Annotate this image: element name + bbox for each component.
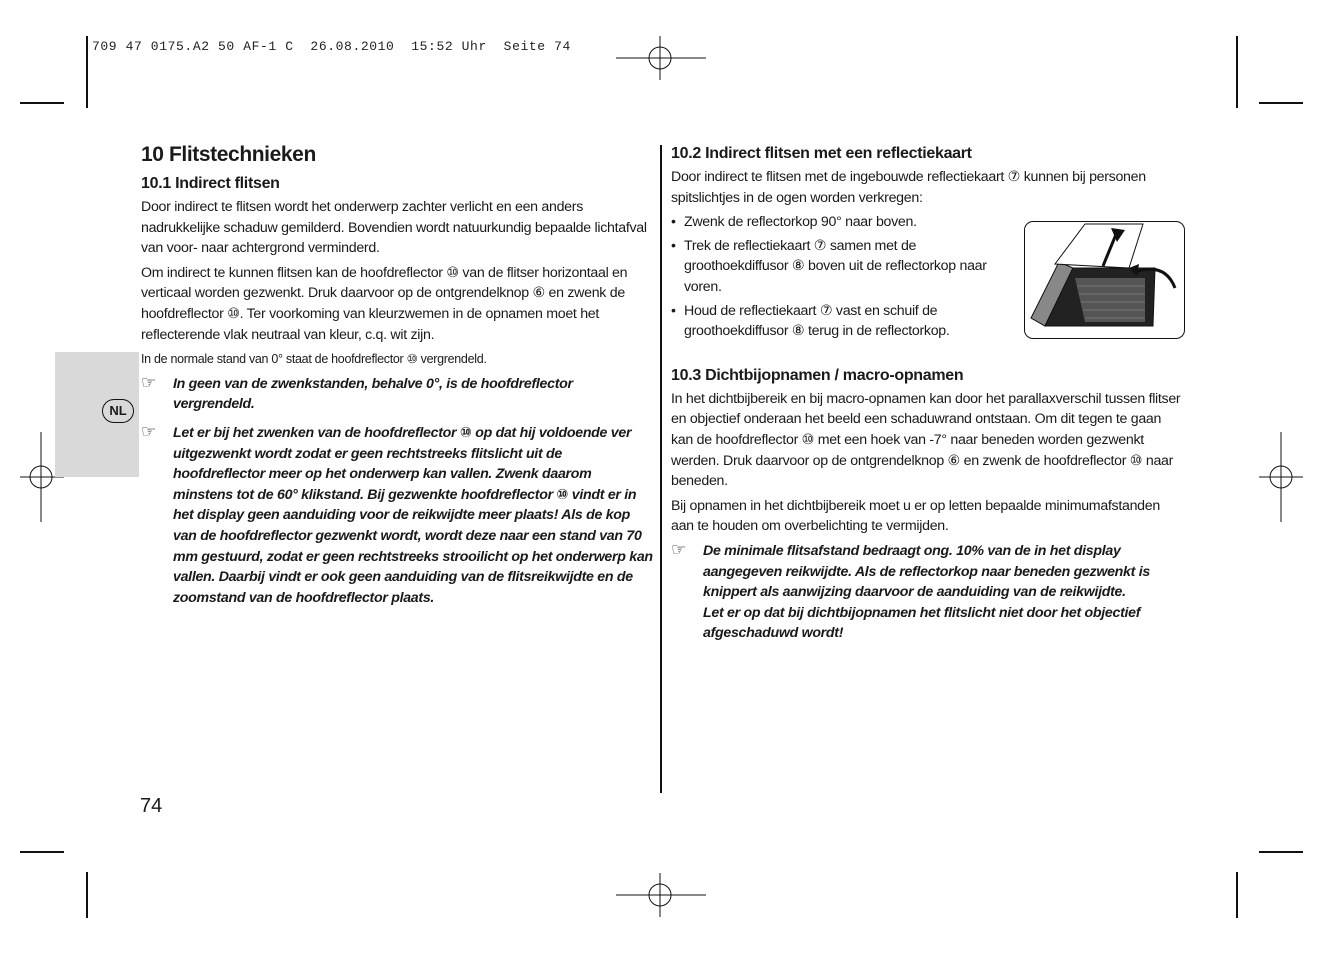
paragraph: Door indirect te flitsen wordt het onderwerp zachter verlicht en een anders nadrukkelijke schaduw gemilderd. Bovendien wordt natuurkundig bepaalde lichtafval van voor- naar achtergrond verminderd. bbox=[141, 199, 647, 257]
crop-mark bbox=[1236, 872, 1238, 918]
pointing-hand-icon: ☞ bbox=[141, 372, 156, 392]
note bbox=[671, 541, 1186, 644]
pointing-hand-icon: ☞ bbox=[671, 539, 686, 559]
crop-mark bbox=[86, 36, 88, 108]
section-title-10-3: 10.3 Dichtbijopnamen / macro-opnamen bbox=[671, 366, 964, 384]
language-badge: NL bbox=[102, 399, 134, 423]
left-column bbox=[141, 143, 653, 616]
note-text: Let er bij het zwenken van de hoofdreflector ⑩ op dat hij voldoende ver uitgezwenkt wordt zodat er geen rechtstreeks flitslicht uit de hoofdreflector meer op het onderwerp kan vallen. Zwenk daarom minstens tot de 60° klikstand. Bij gezwenkte hoofdreflector ⑩ vindt er in het display geen aanduiding voor de reikwijdte meer plaats! Als de kop van de hoofdreflector gezwenkt wordt, wordt deze naar een stand van 70 mm gestuurd, zodat er geen rechtstreeks strooilicht op het onderwerp kan vallen. Daarbij vindt er ook geen aanduiding van de flitsreikwijdte en de zoomstand van de hoofdreflector plaats. bbox=[173, 424, 653, 606]
section-title-10-1: 10.1 Indirect flitsen bbox=[141, 175, 280, 192]
crop-mark bbox=[20, 102, 64, 104]
bullet-list bbox=[671, 212, 1006, 342]
paragraph: Om indirect te kunnen flitsen kan de hoofdreflector ⑩ van de flitser horizontaal en verticaal worden gezwenkt. Druk daarvoor op de ontgrendelknop ⑥ en zwenk de hoofdreflector ⑩. Ter voorkoming van kleurzwemen in de opnamen moet het reflecterende vlak neutraal van kleur, c.q. wit zijn. bbox=[141, 264, 628, 343]
crop-mark bbox=[20, 851, 64, 853]
chapter-title: 10 Flitstechnieken bbox=[141, 143, 316, 166]
column-divider bbox=[660, 145, 662, 793]
list-item: • Houd de reflectiekaart ⑦ vast en schuif de groothoekdiffusor ⑧ terug in de reflectorkop. bbox=[671, 301, 1006, 342]
note-text: De minimale flitsafstand bedraagt ong. 10% van de in het display aangegeven reikwijdte. Als de reflectorkop naar beneden gezwenkt is knippert als aanwijzing daarvoor de aanduiding van de reikwijdte. bbox=[703, 542, 1150, 601]
page-number: 74 bbox=[140, 795, 163, 817]
paragraph: Door indirect te flitsen met de ingebouwde reflectiekaart ⑦ kunnen bij personen spitslichtjes in de ogen worden verkregen: bbox=[671, 169, 1146, 206]
crop-mark bbox=[1259, 102, 1303, 104]
list-item: • Trek de reflectiekaart ⑦ samen met de groothoekdiffusor ⑧ boven uit de reflectorkop naar voren. bbox=[671, 236, 1006, 298]
reflector-card-illustration bbox=[1024, 221, 1185, 339]
crosshair-circle-icon bbox=[616, 36, 706, 80]
paragraph: Bij opnamen in het dichtbijbereik moet u er op letten bepaalde minimumafstanden aan te houden om overbelichting te vermijden. bbox=[671, 497, 1160, 535]
crosshair-circle-icon bbox=[616, 873, 706, 917]
note-text: Let er op dat bij dichtbijopnamen het flitslicht niet door het objectief afgeschaduwd wordt! bbox=[703, 604, 1141, 642]
crop-mark bbox=[1236, 36, 1238, 108]
note bbox=[141, 423, 653, 608]
section-title-10-2: 10.2 Indirect flitsen met een reflectiekaart bbox=[671, 145, 972, 162]
flash-head-drawing bbox=[1025, 222, 1184, 338]
note-text: In geen van de zwenkstanden, behalve 0°, is de hoofdreflector vergrendeld. bbox=[173, 375, 573, 413]
list-item: • Zwenk de reflectorkop 90° naar boven. bbox=[671, 212, 1006, 233]
crosshair-circle-icon bbox=[1259, 432, 1303, 522]
print-header: 709 47 0175.A2 50 AF-1 C 26.08.2010 15:52 Uhr Seite 74 bbox=[92, 39, 571, 54]
crop-mark bbox=[86, 872, 88, 918]
paragraph: In de normale stand van 0° staat de hoofdreflector ⑩ vergrendeld. bbox=[141, 352, 487, 367]
crop-mark bbox=[1259, 851, 1303, 853]
pointing-hand-icon: ☞ bbox=[141, 421, 156, 441]
paragraph: In het dichtbijbereik en bij macro-opnamen kan door het parallaxverschil tussen flitser en objectief onderaan het beeld een schaduwrand ontstaan. Om dit tegen te gaan kan de hoofdreflector ⑩ met een hoek van -7° naar beneden worden gezwenkt werden. Druk daarvoor op de ontgrendelknop ⑥ en zwenk de hoofdreflector ⑩ naar beneden. bbox=[671, 390, 1181, 490]
note bbox=[141, 374, 653, 415]
